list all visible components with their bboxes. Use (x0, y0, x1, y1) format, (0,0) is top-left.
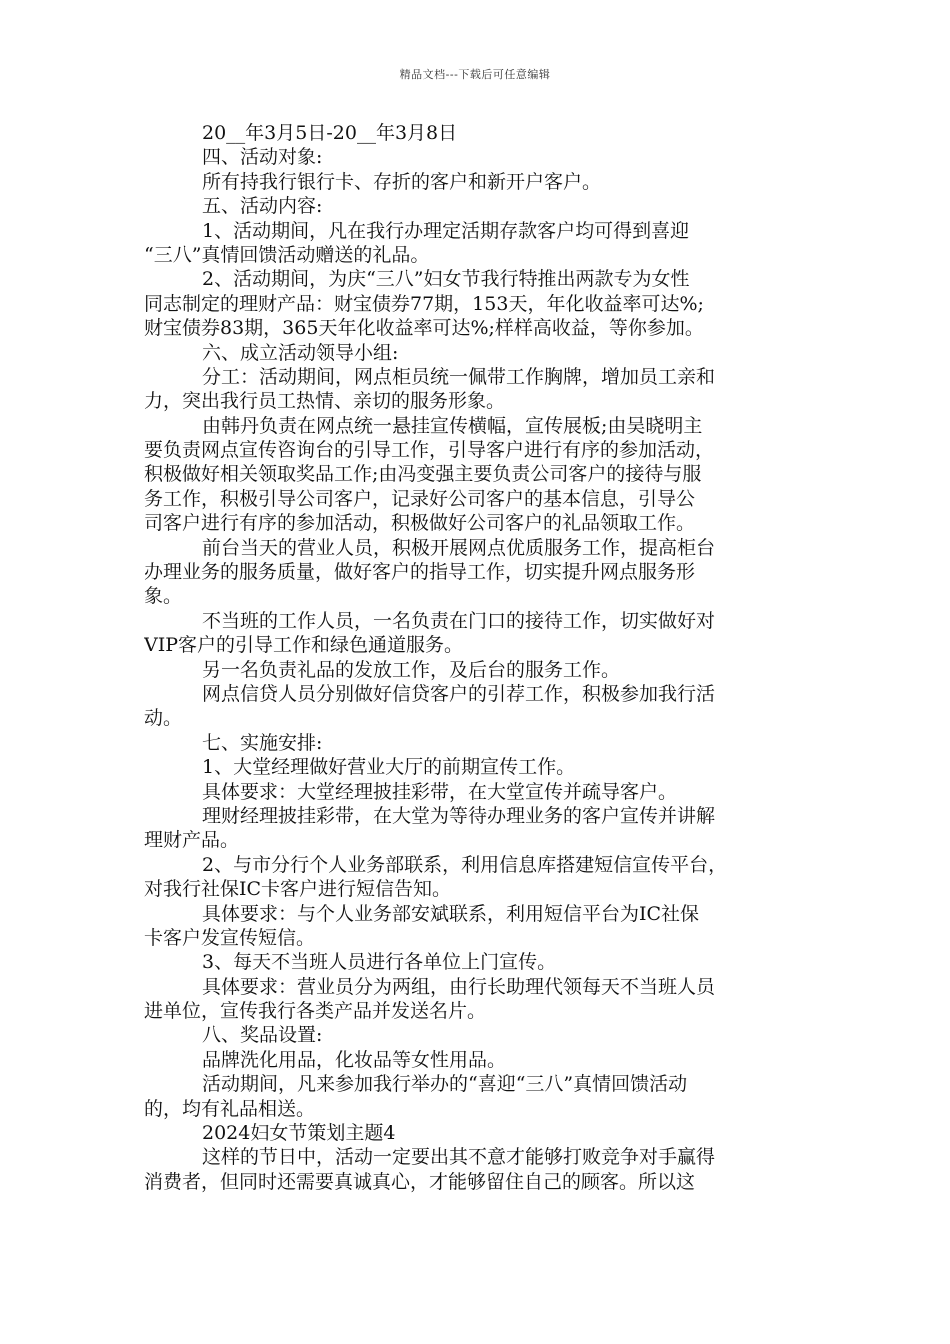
text-line: 五、活动内容: (202, 195, 323, 218)
text-line: 司客户进行有序的参加活动，积极做好公司客户的礼品领取工作。 (144, 512, 696, 535)
text-line: 所有持我行银行卡、存折的客户和新开户客户。 (202, 170, 602, 193)
text-line: VIP客户的引导工作和绿色通道服务。 (144, 634, 464, 657)
text-line: 前台当天的营业人员，积极开展网点优质服务工作，提高柜台 (202, 536, 716, 559)
text-line: 分工：活动期间，网点柜员统一佩带工作胸牌，增加员工亲和 (202, 365, 716, 388)
text-line: 卡客户发宣传短信。 (144, 926, 316, 949)
text-line: 具体要求：营业员分为两组，由行长助理代领每天不当班人员 (202, 975, 716, 998)
text-line: 2、与市分行个人业务部联系，利用信息库搭建短信宣传平台， (202, 853, 728, 876)
text-line: 理财经理披挂彩带，在大堂为等待办理业务的客户宣传并讲解 (202, 804, 716, 827)
text-line: 3、每天不当班人员进行各单位上门宣传。 (202, 951, 557, 974)
text-line: 具体要求：与个人业务部安斌联系，利用短信平台为IC社保 (202, 902, 700, 925)
text-line: 的，均有礼品相送。 (144, 1097, 316, 1120)
text-line: 品牌洗化用品，化妆品等女性用品。 (202, 1048, 507, 1071)
text-line: 六、成立活动领导小组: (202, 341, 399, 364)
text-line: 网点信贷人员分别做好信贷客户的引荐工作，积极参加我行活 (202, 682, 716, 705)
text-line: 七、实施安排: (202, 731, 323, 754)
text-line: 不当班的工作人员，一名负责在门口的接待工作，切实做好对 (202, 609, 716, 632)
document-body (144, 121, 816, 1194)
text-line: 1、大堂经理做好营业大厅的前期宣传工作。 (202, 756, 576, 779)
text-line: 20__年3月5日-20__年3月8日 (202, 122, 458, 144)
text-line: 这样的节日中，活动一定要出其不意才能够打败竞争对手赢得 (202, 1146, 716, 1169)
text-line: 要负责网点宣传咨询台的引导工作，引导客户进行有序的参加活动， (144, 439, 715, 462)
text-line: 具体要求：大堂经理披挂彩带，在大堂宣传并疏导客户。 (202, 780, 678, 803)
text-line: 1、活动期间，凡在我行办理定活期存款客户均可得到喜迎 (202, 219, 690, 242)
text-line: 对我行社保IC卡客户进行短信告知。 (144, 878, 452, 901)
text-line: 力，突出我行员工热情、亲切的服务形象。 (144, 390, 506, 413)
text-line: 象。 (144, 585, 183, 608)
page-header: 精品文档---下载后可任意编辑 (399, 68, 551, 81)
text-line: 八、奖品设置: (202, 1024, 323, 1047)
text-line: 务工作，积极引导公司客户，记录好公司客户的基本信息，引导公 (144, 487, 696, 510)
text-line: 四、活动对象: (202, 146, 323, 169)
text-line: 动。 (144, 707, 183, 730)
text-line: 2024妇女节策划主题4 (202, 1122, 396, 1145)
text-line: 财宝债券83期，365天年化收益率可达%;样样高收益，等你参加。 (144, 317, 704, 340)
text-line: 同志制定的理财产品：财宝债券77期，153天，年化收益率可达%; (144, 292, 704, 315)
text-line: 另一名负责礼品的发放工作，及后台的服务工作。 (202, 658, 621, 681)
text-line: “三八”真情回馈活动赠送的礼品。 (144, 243, 430, 266)
text-line: 办理业务的服务质量，做好客户的指导工作，切实提升网点服务形 (144, 561, 696, 584)
text-line: 消费者，但同时还需要真诚真心，才能够留住自己的顾客。所以这 (144, 1170, 696, 1193)
text-line: 活动期间，凡来参加我行举办的“喜迎“三八”真情回馈活动 (202, 1073, 688, 1096)
text-line: 理财产品。 (144, 829, 240, 852)
text-line: 由韩丹负责在网点统一悬挂宣传横幅，宣传展板;由吴晓明主 (202, 414, 703, 437)
text-line: 积极做好相关领取奖品工作;由冯变强主要负责公司客户的接待与服 (144, 463, 702, 486)
text-line: 2、活动期间，为庆“三八”妇女节我行特推出两款专为女性 (202, 268, 690, 291)
text-line: 进单位，宣传我行各类产品并发送名片。 (144, 1000, 487, 1023)
